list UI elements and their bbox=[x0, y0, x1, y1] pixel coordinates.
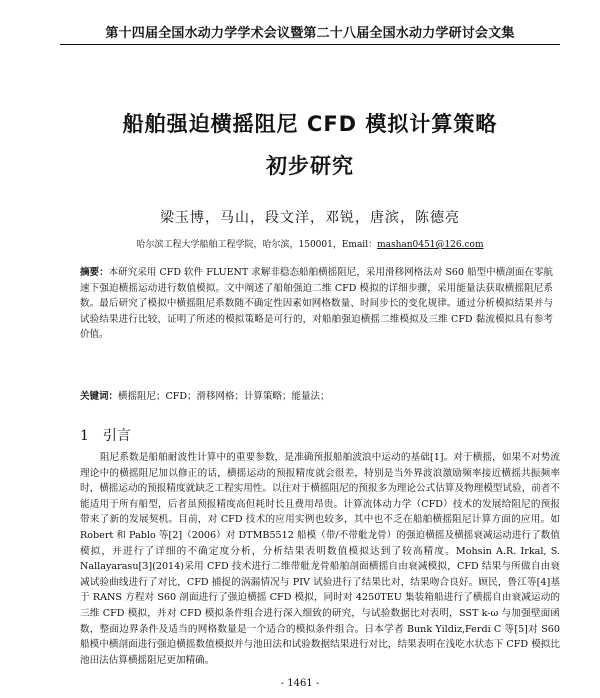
keywords-text: 横摇阻尼；CFD；滑移网格；计算策略；能量法； bbox=[118, 391, 330, 402]
author-list: 梁玉博，马山，段文洋，邓锐，唐滨，陈德亮 bbox=[160, 210, 460, 226]
section-number: 1 bbox=[80, 428, 89, 444]
abstract bbox=[80, 265, 553, 343]
page-number: - 1461 - bbox=[280, 678, 320, 689]
keywords bbox=[80, 388, 553, 402]
running-header: 第十四届全国水动力学学术会议暨第二十八届全国水动力学研讨会文集 bbox=[105, 26, 515, 41]
keywords-label: 关键词： bbox=[80, 391, 119, 402]
body-paragraph: 阻尼系数是船舶耐波性计算中的重要参数，是准确预报船舶波浪中运动的基础[1]。对于横摇，如果不对势流理论中的横摇阻尼加以修正的话，横摇运动的预报精度就会很差，特别是当外界波浪激励频率接近横摇共振频率时，横摇运动的预报精度就缺乏工程实用性。以往对于横摇阻尼的预报多为理论公式估算及物理模型试验，前者不能适用于所有船型，后者虽预报精度高但耗时长且费用昂贵。计算流体动力学（CFD）技术的发展给阻尼的预报带来了新的发展契机。目前，对 CFD 技术的应用实例也较多，其中也不乏在船舶横摇阻尼计算方面的应用。如 Robert 和 Pablo 等[2]（2006）对 DTMB5512 船模（带/不带舭龙骨）的强迫横摇及横摇衰减运动进行了数值模拟，并进行了详细的不确定度分析，分析结果表明数值模拟达到了较高精度。Mohsin A.R. Irkal, S. Nallayarasu[3](2014)采用 CFD 技术进行二维带舭龙骨船舶剖面横摇自由衰减模拟，CFD 结果与所做自由衰减试验曲线进行了对比，CFD 捕捉的涡漏情况与 PIV 试验进行了结果比对，结果吻合良好。顾民，鲁江等[4]基于 RANS 方程对 S60 剖面进行了强迫横摇 CFD 模拟，同时对 4250TEU 集装箱船进行了横摇自由衰减运动的三维 CFD 模拟，并对 CFD 模拟条件组合进行深入细致的研究，与试验数据比对表明，SST k-ω 与加强壁面函数，整面边界条件及适当的网格数量是一个适合的模拟条件组合。日本学者 Bunk Yildiz,Ferdi C 等[5]对 S60 船模中横剖面进行强迫横摇数值模拟并与池田法和试验数据结果进行对比，结果表明在浅吃水状态下 CFD 模拟比池田法估算横摇阻尼更加精确。 bbox=[80, 452, 560, 666]
section-heading bbox=[80, 425, 131, 445]
body-text bbox=[80, 450, 560, 668]
author-email: mashan0451@126.com bbox=[377, 240, 484, 250]
header-rule bbox=[60, 44, 560, 45]
paper-title-line-2: 初步研究 bbox=[266, 154, 354, 178]
affiliation bbox=[40, 237, 580, 250]
paper-title-line-1: 船舶强迫横摇阻尼 CFD 模拟计算策略 bbox=[122, 112, 498, 136]
abstract-text: 本研究采用 CFD 软件 FLUENT 求解非稳态船舶横摇阻尼，采用滑移网格法对 S60 船型中横剖面在零航速下强迫横摇运动进行数值模拟。文中阐述了船舶强迫二维 CFD 模拟的详细步骤，采用能量法获取横摇阻尼系数。最后研究了模拟中横摇阻尼系数随不确定性因素如网格数量、时间步长的变化规律。通过分析模拟结果并与试验结果进行比较，证明了所述的模拟策略是可行的，对船舶强迫横摇二维模拟及三维 CFD 黏流模拟具有参考价值。 bbox=[80, 267, 553, 340]
abstract-label: 摘要： bbox=[80, 267, 109, 278]
section-title: 引言 bbox=[102, 428, 131, 444]
affiliation-text: 哈尔滨工程大学船舶工程学院，哈尔滨，150001，Email： bbox=[136, 240, 378, 250]
